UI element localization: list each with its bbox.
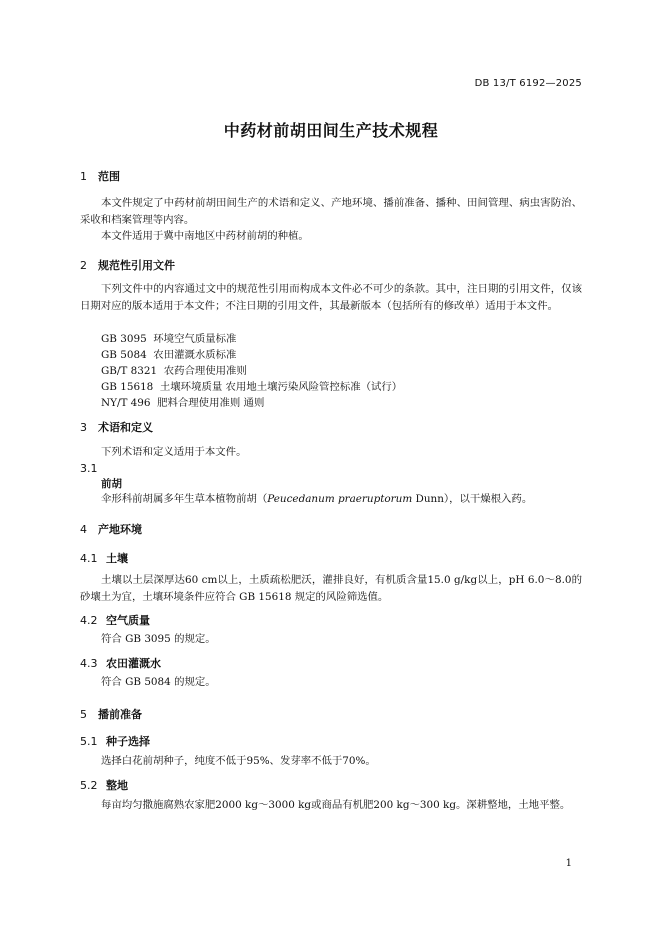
- subsection-heading-5-2: [80, 777, 128, 793]
- term-name: 前胡: [101, 478, 122, 490]
- subsection-title: 土壤: [106, 552, 128, 565]
- page-number: 1: [565, 858, 572, 869]
- section-heading-3: [80, 419, 153, 435]
- reference-item: GB 5084 农田灌溉水质标准: [101, 349, 237, 361]
- section-number: 1: [80, 170, 87, 183]
- term-definition-text: Dunn），以干燥根入药。: [412, 493, 533, 505]
- subsection-number: 5.1: [80, 735, 98, 748]
- subsection-number: 4.2: [80, 614, 98, 627]
- reference-item: NY/T 496 肥料合理使用准则 通则: [101, 397, 265, 409]
- subsection-heading-5-1: [80, 733, 150, 749]
- subsection-heading-4-2: [80, 612, 150, 628]
- paragraph: 下列文件中的内容通过文中的规范性引用而构成本文件必不可少的条款。其中，注日期的引用文件，仅该日期对应的版本适用于本文件；不注日期的引用文件，其最新版本（包括所有的修改单）适用于本文件。: [80, 283, 582, 312]
- latin-name: Peucedanum praeruptorum: [267, 493, 413, 505]
- section-number: 2: [80, 259, 87, 272]
- paragraph: 本文件规定了中药材前胡田间生产的术语和定义、产地环境、播前准备、播种、田间管理、病虫害防治、采收和档案管理等内容。: [80, 197, 582, 226]
- section-heading-4: [80, 521, 142, 537]
- term-number: 3.1: [80, 462, 98, 475]
- subsection-heading-4-3: [80, 655, 161, 671]
- term-definition: [101, 491, 532, 507]
- section-heading-5: [80, 706, 142, 722]
- section-title: 播前准备: [98, 708, 142, 721]
- subsection-title: 农田灌溉水: [106, 657, 161, 670]
- section-title: 产地环境: [98, 523, 142, 536]
- subsection-title: 整地: [106, 779, 128, 792]
- subsection-title: 种子选择: [106, 735, 150, 748]
- paragraph: 下列术语和定义适用于本文件。: [101, 446, 247, 458]
- section-title: 范围: [98, 170, 120, 183]
- paragraph: 土壤以土层深厚达60 cm以上，土质疏松肥沃，灌排良好，有机质含量15.0 g/kg以上，pH 6.0～8.0的砂壤土为宜，土壤环境条件应符合 GB 15618 规定的风险筛选值。: [80, 574, 582, 603]
- term-definition-text: 伞形科前胡属多年生草本植物前胡（: [101, 493, 268, 505]
- standard-number: DB 13/T 6192—2025: [474, 78, 582, 89]
- section-number: 3: [80, 421, 87, 434]
- document-title: 中药材前胡田间生产技术规程: [223, 121, 439, 140]
- section-heading-1: [80, 168, 120, 184]
- section-title: 规范性引用文件: [98, 259, 175, 272]
- paragraph: 符合 GB 3095 的规定。: [101, 633, 216, 645]
- paragraph: 符合 GB 5084 的规定。: [101, 676, 216, 688]
- section-number: 5: [80, 708, 87, 721]
- subsection-heading-4-1: [80, 550, 128, 566]
- subsection-number: 5.2: [80, 779, 98, 792]
- subsection-number: 4.1: [80, 552, 98, 565]
- reference-item: GB 15618 土壤环境质量 农用地土壤污染风险管控标准（试行）: [101, 381, 403, 393]
- paragraph: 每亩均匀撒施腐熟农家肥2000 kg～3000 kg或商品有机肥200 kg～300 kg。深耕整地，土地平整。: [101, 799, 571, 811]
- subsection-title: 空气质量: [106, 614, 150, 627]
- section-title: 术语和定义: [98, 421, 153, 434]
- subsection-number: 4.3: [80, 657, 98, 670]
- paragraph: 本文件适用于冀中南地区中药材前胡的种植。: [101, 230, 309, 242]
- section-heading-2: [80, 257, 175, 273]
- reference-item: GB/T 8321 农药合理使用准则: [101, 365, 247, 377]
- reference-item: GB 3095 环境空气质量标准: [101, 333, 237, 345]
- section-number: 4: [80, 523, 87, 536]
- paragraph: 选择白花前胡种子，纯度不低于95%、发芽率不低于70%。: [101, 755, 376, 767]
